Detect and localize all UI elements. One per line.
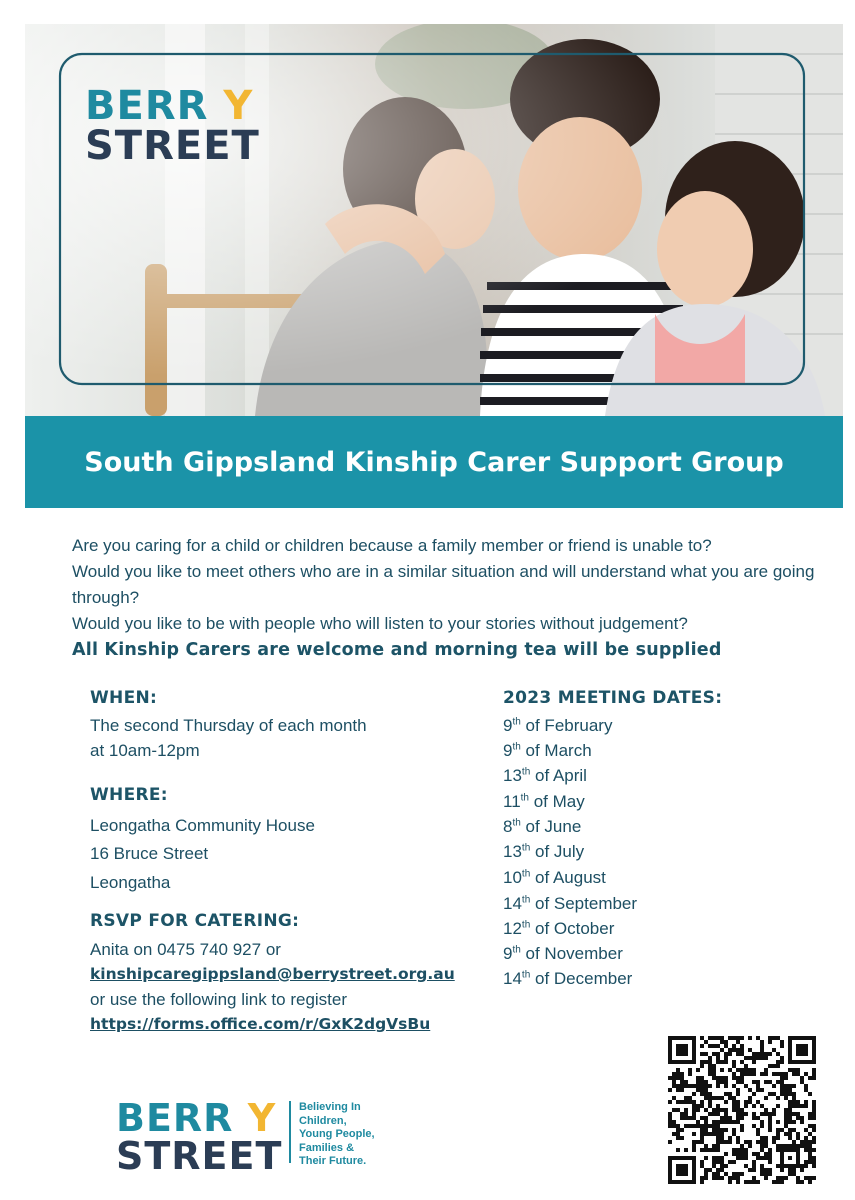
meeting-date: 14th of December: [503, 969, 633, 988]
venue-street: 16 Bruce Street: [90, 844, 209, 863]
where-heading: WHERE:: [90, 785, 168, 805]
hero-logo: [85, 83, 285, 169]
title-banner: [25, 416, 843, 508]
logo-street-text: STREET: [85, 123, 260, 169]
meeting-date: 12th of October: [503, 919, 615, 938]
footer-logo: [116, 1093, 406, 1178]
intro-line: Would you like to meet others who are in a similar situation and will understand what you are going through?: [72, 562, 815, 607]
meeting-date: 8th of June: [503, 817, 582, 836]
logo-berry-text: BERR Y: [85, 83, 254, 129]
qr-code-icon[interactable]: [668, 1036, 816, 1184]
rsvp-email-link[interactable]: kinshipcaregippsland@berrystreet.org.au: [90, 965, 455, 983]
hero-photo: [25, 24, 843, 416]
footer-logo-berry: BERR Y: [116, 1096, 277, 1140]
page-title: South Gippsland Kinship Carer Support Group: [84, 446, 784, 478]
register-form-link[interactable]: https://forms.office.com/r/GxK2dgVsBu: [90, 1015, 431, 1033]
intro-line: Are you caring for a child or children because a family member or friend is unable to?: [72, 536, 712, 555]
welcome-statement: All Kinship Carers are welcome and morning tea will be supplied: [72, 640, 722, 660]
meeting-date: 14th of September: [503, 894, 638, 913]
meeting-date: 9th of February: [503, 716, 613, 735]
meeting-dates-heading: 2023 MEETING DATES:: [503, 688, 723, 708]
meeting-date: 11th of May: [503, 792, 585, 811]
footer-logo-street: STREET: [116, 1134, 283, 1178]
venue-name: Leongatha Community House: [90, 816, 315, 835]
qr-code-graphic: [668, 1036, 816, 1184]
meeting-date: 13th of April: [503, 766, 587, 785]
meeting-date: 13th of July: [503, 842, 585, 861]
when-heading: WHEN:: [90, 688, 158, 708]
when-time: at 10am-12pm: [90, 741, 200, 760]
brand-tagline: Believing In Children, Young People, Families & Their Future.: [299, 1101, 375, 1167]
meeting-date: 9th of November: [503, 944, 623, 963]
venue-town: Leongatha: [90, 873, 171, 892]
intro-text: [72, 533, 822, 663]
meeting-date: 9th of March: [503, 741, 592, 760]
rsvp-contact: Anita on 0475 740 927 or: [90, 940, 281, 959]
intro-line: Would you like to be with people who will listen to your stories without judgement?: [72, 614, 688, 633]
rsvp-register-text: or use the following link to register: [90, 990, 348, 1009]
logo-divider: [289, 1101, 291, 1163]
when-line: The second Thursday of each month: [90, 716, 367, 735]
meeting-date: 10th of August: [503, 868, 606, 887]
rsvp-heading: RSVP FOR CATERING:: [90, 911, 300, 931]
